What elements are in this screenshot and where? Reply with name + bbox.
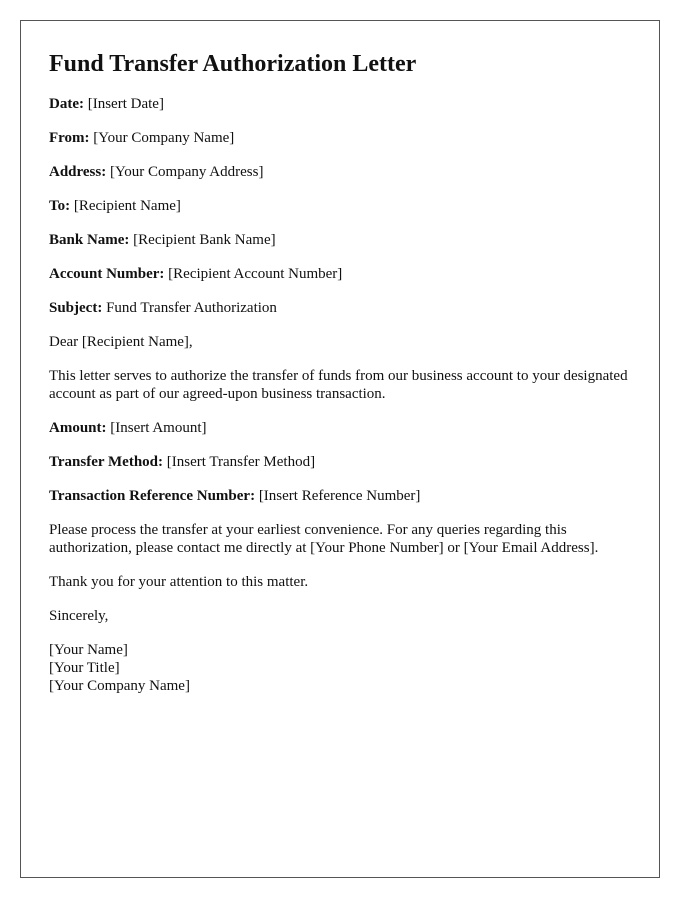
field-value: [Your Company Name] [93, 130, 235, 146]
field-label: To: [49, 198, 71, 214]
field-account-number [49, 265, 633, 283]
field-from [49, 129, 633, 147]
letter-content [49, 49, 633, 711]
letter-page [20, 20, 660, 878]
field-value: [Insert Date] [87, 96, 164, 112]
body-request: Please process the transfer at your earliest convenience. For any queries regarding this authorization, please contact me directly at [Your Phone Number] or [Your Email Address]. [49, 522, 599, 556]
signature-title: [Your Title] [49, 660, 120, 676]
field-label: Transaction Reference Number: [49, 488, 256, 504]
field-value: [Recipient Account Number] [168, 266, 343, 282]
field-label: Amount: [49, 420, 107, 436]
body-intro: This letter serves to authorize the transfer of funds from our business account to your designated account as part of our agreed-upon business transaction. [49, 368, 628, 402]
field-transfer-method [49, 453, 633, 471]
field-value: [Your Company Address] [109, 164, 264, 180]
thanks-line: Thank you for your attention to this matter. [49, 574, 309, 590]
field-amount [49, 419, 633, 437]
field-label: Bank Name: [49, 232, 130, 248]
field-date [49, 95, 633, 113]
salutation: Dear [Recipient Name], [49, 334, 193, 350]
field-label: Date: [49, 96, 84, 112]
field-label: Subject: [49, 300, 103, 316]
field-address [49, 163, 633, 181]
field-label: Transfer Method: [49, 454, 164, 470]
field-value: [Insert Amount] [110, 420, 207, 436]
field-reference-number [49, 487, 633, 505]
field-value: [Recipient Bank Name] [133, 232, 276, 248]
field-value: Fund Transfer Authorization [106, 300, 277, 316]
field-label: Account Number: [49, 266, 165, 282]
field-value: [Insert Reference Number] [258, 488, 421, 504]
signature-name: [Your Name] [49, 642, 128, 658]
field-value: [Insert Transfer Method] [166, 454, 316, 470]
field-value: [Recipient Name] [73, 198, 181, 214]
field-label: Address: [49, 164, 107, 180]
field-bank-name [49, 231, 633, 249]
field-subject [49, 299, 633, 317]
closing: Sincerely, [49, 608, 109, 624]
signature-company: [Your Company Name] [49, 678, 190, 694]
field-label: From: [49, 130, 90, 146]
signature-block [49, 641, 633, 695]
letter-title: Fund Transfer Authorization Letter [49, 51, 417, 77]
field-to [49, 197, 633, 215]
